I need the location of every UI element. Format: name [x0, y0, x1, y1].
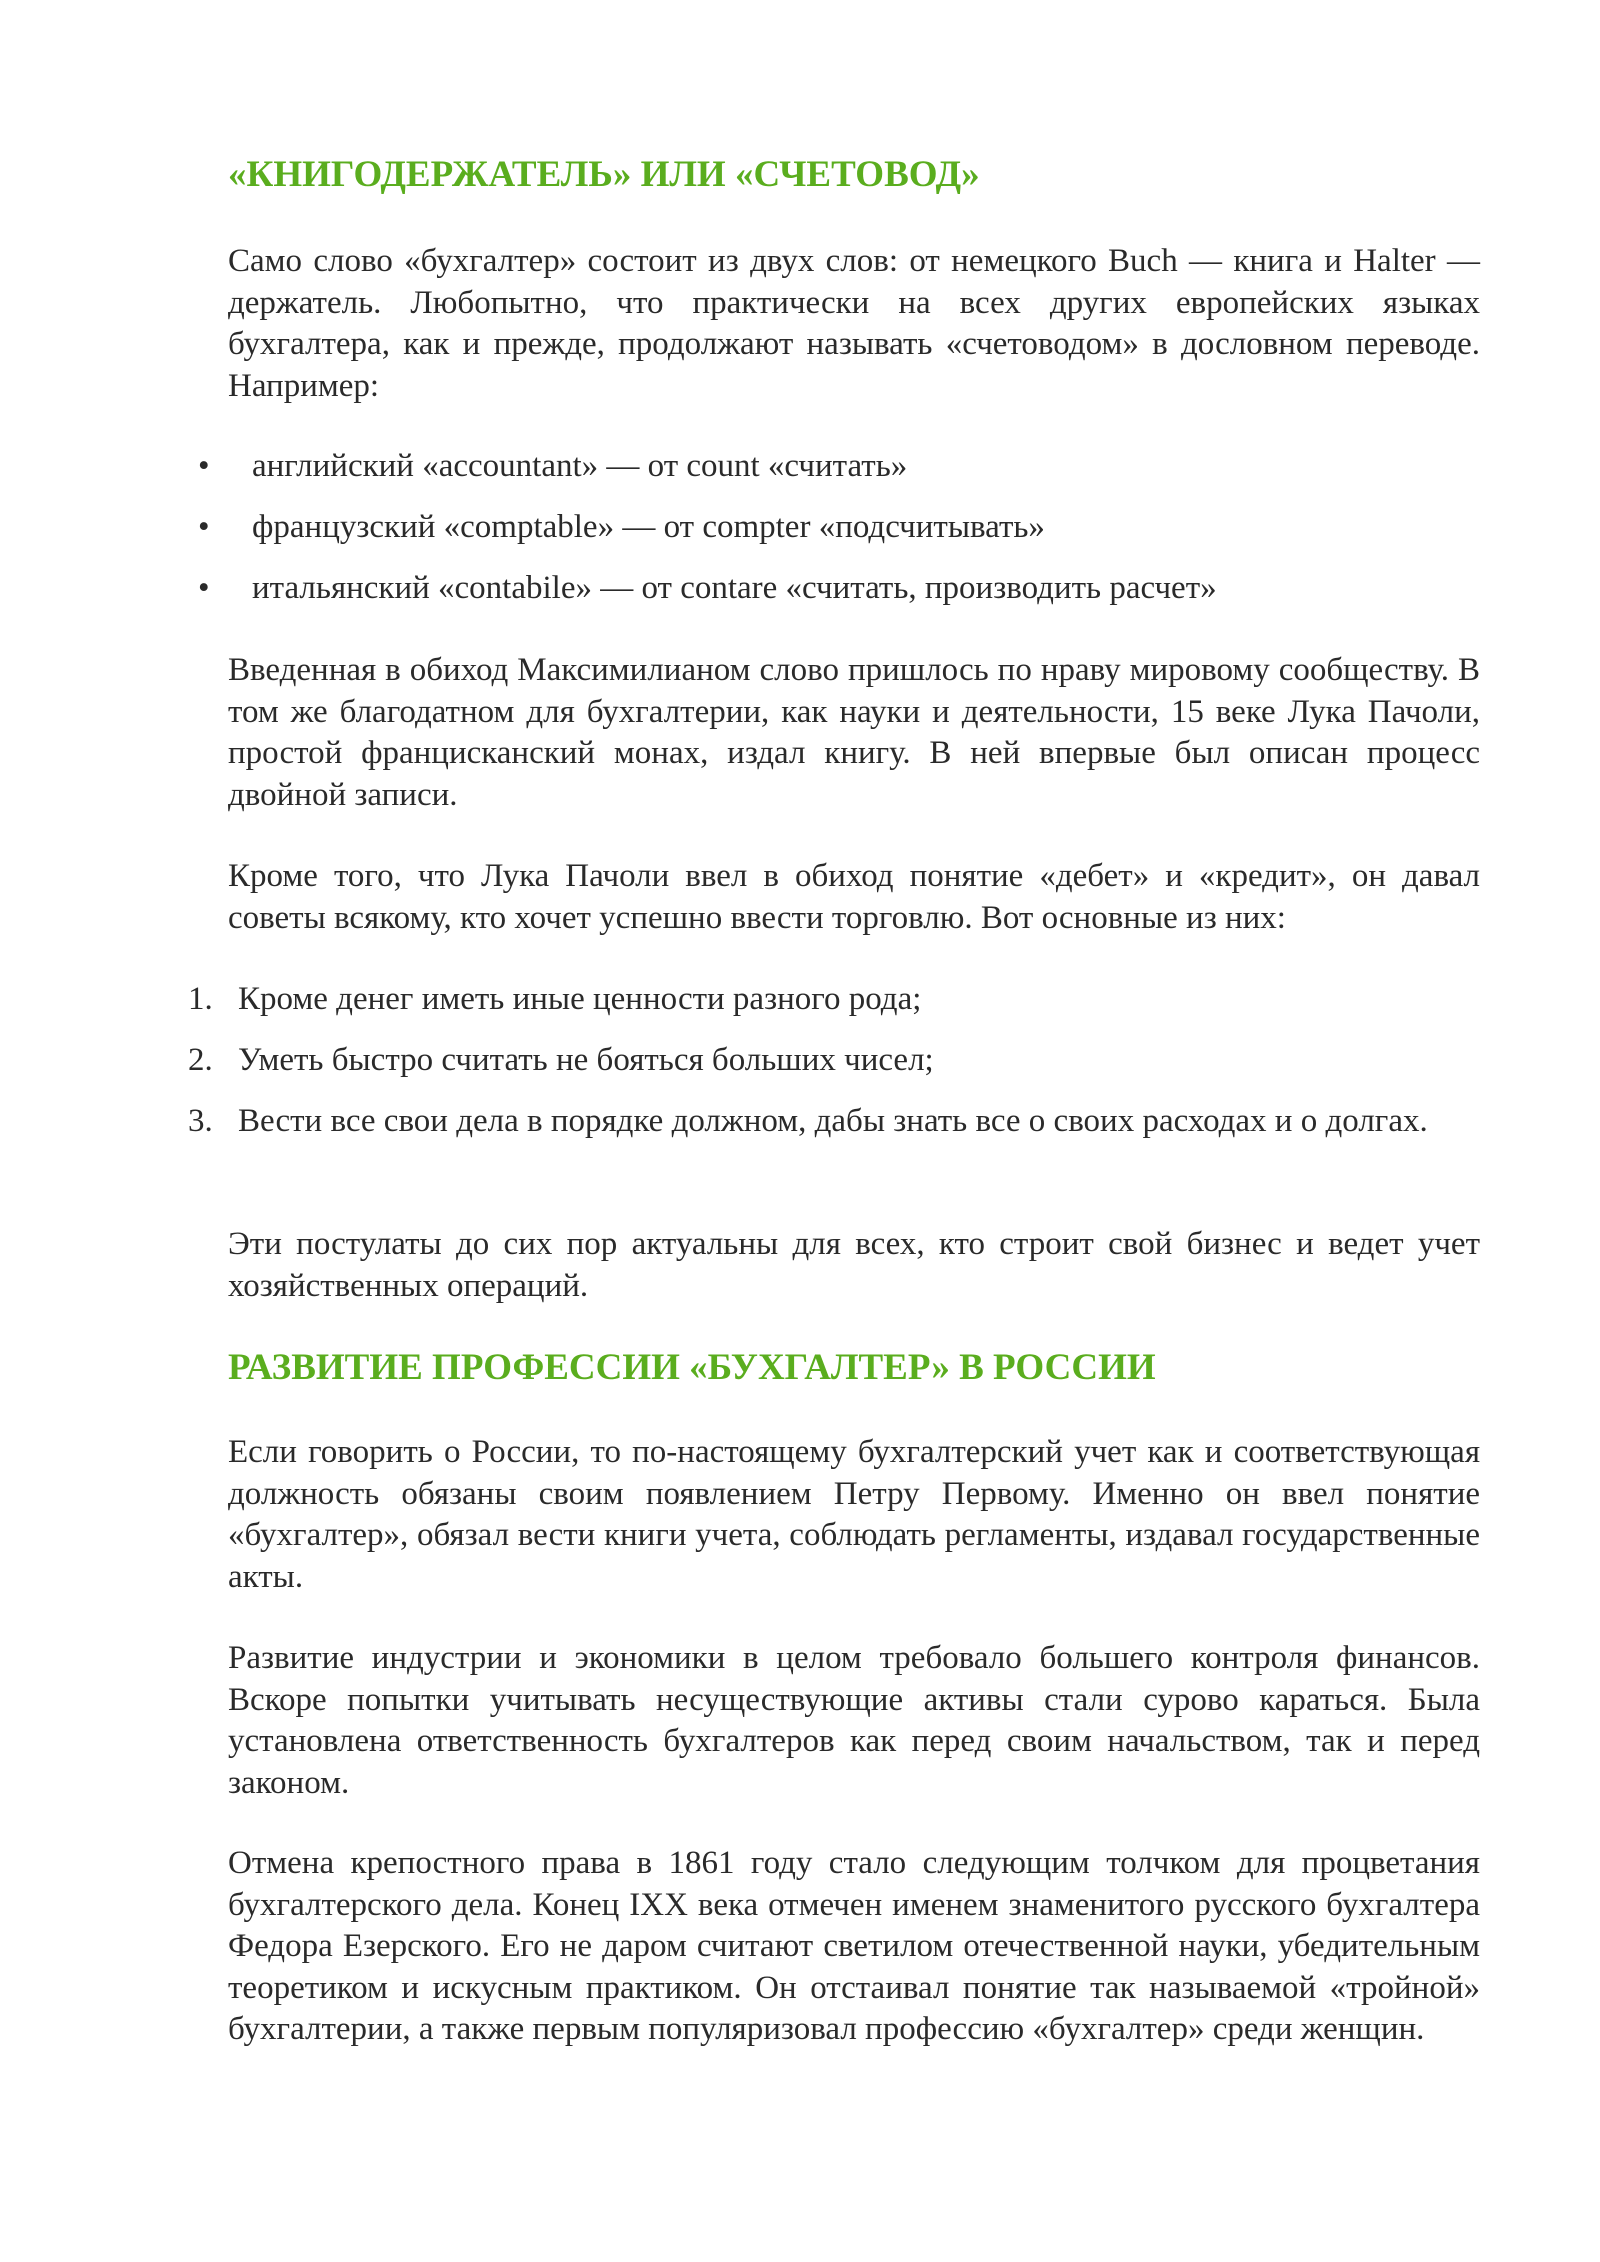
list-number: 2.: [188, 1042, 213, 1078]
bullet-text: итальянский «contabile» — от contare «считать, производить расчет»: [252, 570, 1217, 606]
paragraph-postulates: Эти постулаты до сих пор актуальны для всех, кто строит свой бизнес и ведет учет хозяйственных операций.: [228, 1226, 1480, 1304]
section-heading-russia: РАЗВИТИЕ ПРОФЕССИИ «БУХГАЛТЕР» В РОССИИ: [228, 1347, 1156, 1388]
list-item-text: Вести все свои дела в порядке должном, дабы знать все о своих расходах и о долгах.: [238, 1103, 1428, 1139]
list-item-text: Кроме денег иметь иные ценности разного рода;: [238, 981, 922, 1017]
bullet-marker: •: [198, 509, 210, 545]
list-number: 1.: [188, 981, 213, 1017]
intro-paragraph: Само слово «бухгалтер» состоит из двух слов: от немецкого Buch — книга и Halter — держатель. Любопытно, что практически на всех других европейских языках бухгалтера, как и прежде, продолжают называть «счетоводом» в дословном переводе. Например:: [228, 243, 1480, 404]
bullet-text: французский «comptable» — от compter «подсчитывать»: [252, 509, 1045, 545]
paragraph-ezersky: Отмена крепостного права в 1861 году стало следующим толчком для процветания бухгалтерского дела. Конец IXX века отмечен именем знаменитого русского бухгалтера Федора Езерского. Его не даром считают светилом отечественной науки, убедительным теоретиком и искусным практиком. Он отстаивал понятие так называемой «тройной» бухгалтерии, а также первым популяризовал профессию «бухгалтер» среди женщин.: [228, 1845, 1480, 2047]
list-item-text: Уметь быстро считать не бояться больших чисел;: [238, 1042, 934, 1078]
bullet-text: английский «accountant» — от count «считать»: [252, 448, 908, 484]
bullet-marker: •: [198, 448, 210, 484]
section-heading-bookkeeper: «КНИГОДЕРЖАТЕЛЬ» ИЛИ «СЧЕТОВОД»: [228, 154, 980, 195]
paragraph-industry: Развитие индустрии и экономики в целом требовало большего контроля финансов. Вскоре попытки учитывать несуществующие активы стали сурово караться. Была установлена ответственность бухгалтеров как перед своим начальством, так и перед законом.: [228, 1640, 1480, 1801]
paragraph-pacioli: Введенная в обиход Максимилианом слово пришлось по нраву мировому сообществу. В том же благодатном для бухгалтерии, как науки и деятельности, 15 веке Лука Пачоли, простой францисканский монах, издал книгу. В ней впервые был описан процесс двойной записи.: [228, 652, 1480, 813]
paragraph-debit-credit: Кроме того, что Лука Пачоли ввел в обиход понятие «дебет» и «кредит», он давал советы всякому, кто хочет успешно ввести торговлю. Вот основные из них:: [228, 858, 1480, 936]
paragraph-peter-first: Если говорить о России, то по-настоящему бухгалтерский учет как и соответствующая должность обязаны своим появлением Петру Первому. Именно он ввел понятие «бухгалтер», обязал вести книги учета, соблюдать регламенты, издавал государственные акты.: [228, 1434, 1480, 1595]
bullet-marker: •: [198, 570, 210, 606]
list-number: 3.: [188, 1103, 213, 1139]
